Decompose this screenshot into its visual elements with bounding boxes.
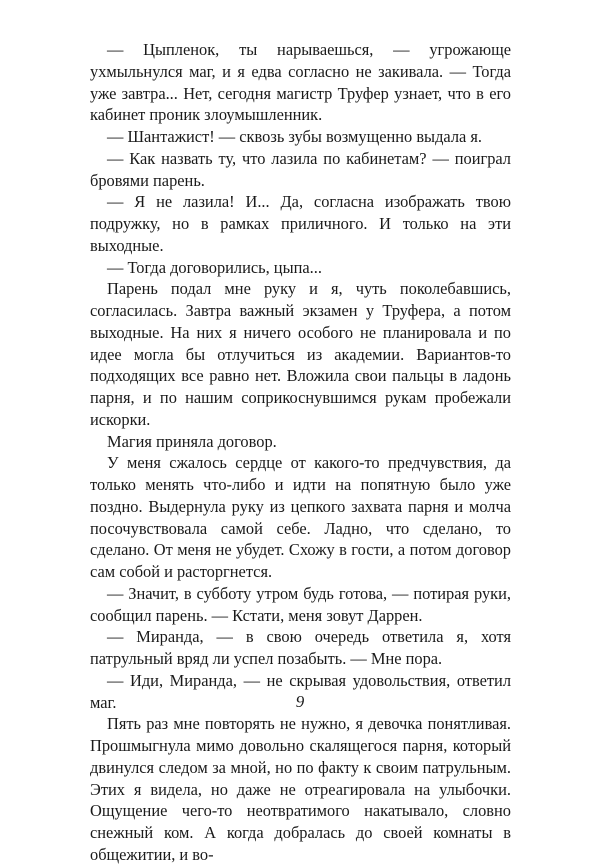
page-number: 9 xyxy=(295,692,305,711)
paragraph-7: Магия приняла договор. xyxy=(107,431,277,451)
paragraph-12: Пять раз мне повторять не нужно, я девочка понятливая. Прошмыгнула мимо довольно скалящегося парня, который двинулся следом за мной, но по факту к своим патрульным. Этих я видела, но даже не отреагировала на улыбочки. Ощущение чего-то неотвратимого накатывало, словно снежный ком. А когда добралась до своей комнаты в общежитии, и во- xyxy=(90,714,511,864)
paragraph-4: — Я не лазила! И... Да, согласна изображать твою подружку, но в рамках приличного. И только на эти выходные. xyxy=(90,192,511,255)
paragraph-3: — Как назвать ту, что лазила по кабинетам? — поиграл бровями парень. xyxy=(90,148,511,190)
paragraph-9: — Значит, в субботу утром будь готова, — потирая руки, сообщил парень. — Кстати, меня зовут Даррен. xyxy=(90,583,511,625)
paragraph-8: У меня сжалось сердце от какого-то предчувствия, да только менять что-либо и идти на попятную было уже поздно. Выдернула руку из цепкого захвата парня и молча посочувствовала самой себе. Ладно, что сделано, то сделано. От меня не убудет. Схожу в гости, а потом договор сам собой и расторгнется. xyxy=(90,453,511,581)
paragraph-10: — Миранда, — в свою очередь ответила я, хотя патрульный вряд ли успел позабыть. — Мне пора. xyxy=(90,627,511,668)
body-text xyxy=(90,39,511,866)
paragraph-1: — Цыпленок, ты нарываешься, — угрожающе ухмыльнулся маг, и я едва согласно не закивала. — Тогда уже завтра... Нет, сегодня магистр Труфер узнает, что в его кабинет проник злоумышленник. xyxy=(90,40,511,125)
paragraph-11: — Иди, Миранда, — не скрывая удовольствия, ответил маг. xyxy=(90,670,511,712)
paragraph-2: — Шантажист! — сквозь зубы возмущенно выдала я. xyxy=(107,127,483,146)
paragraph-6: Парень подал мне руку и я, чуть поколебавшись, согласилась. Завтра важный экзамен у Труфера, а потом выходные. На них я ничего особого не планировала и по идее могла бы отлучиться из академии. Вариантов-то подходящих все равно нет. Вложила свои пальцы в ладонь парня, и по нашим соприкоснувшимся рукам пробежали искорки. xyxy=(90,279,511,429)
paragraph-5: — Тогда договорились, цыпа... xyxy=(107,257,322,277)
